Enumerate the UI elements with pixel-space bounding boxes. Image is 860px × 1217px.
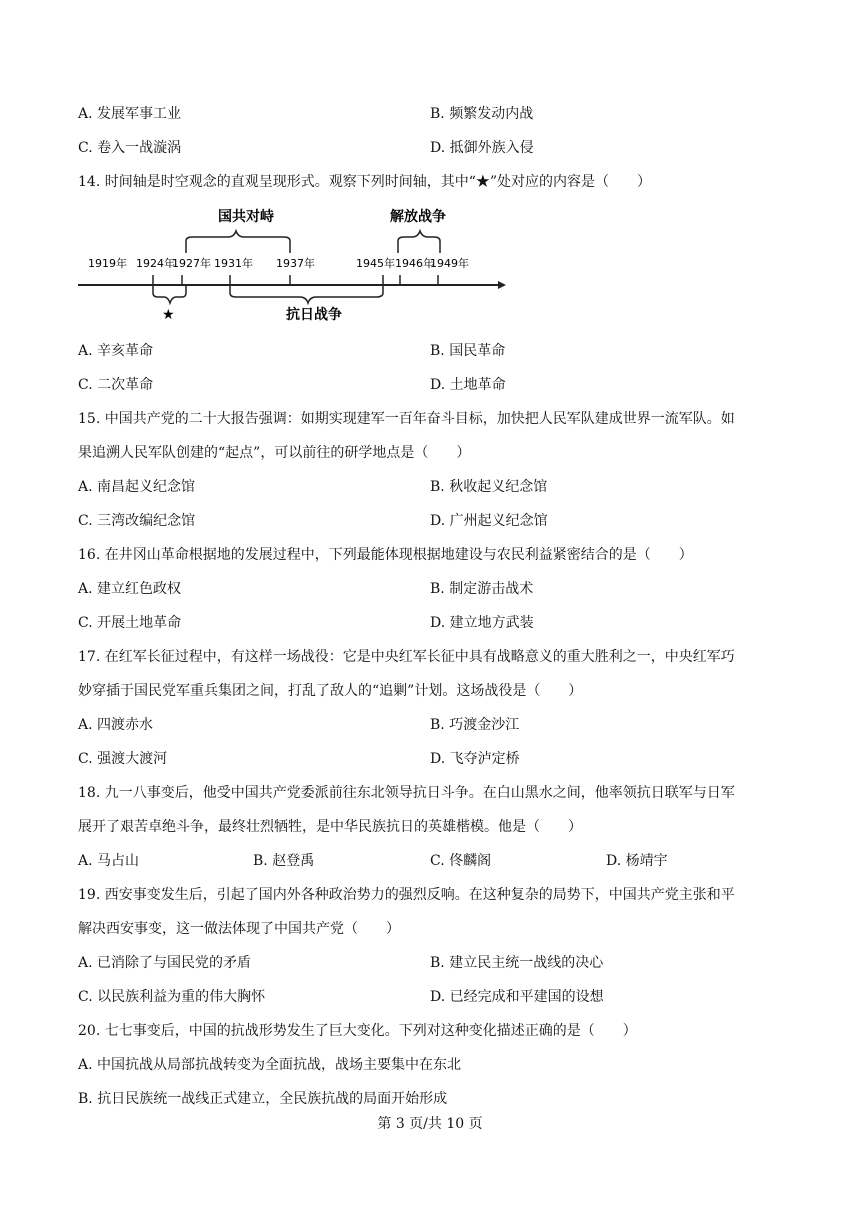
q14-stem: 14. 时间轴是时空观念的直观呈现形式。观察下列时间轴，其中“★”处对应的内容是（ ） <box>78 174 652 190</box>
q15-option-b: B. 秋收起义纪念馆 <box>430 479 548 495</box>
q17-stem-line2: 妙穿插于国民党军重兵集团之间，打乱了敌人的“追剿”计划。这场战役是（ ） <box>78 683 583 699</box>
q18-option-c: C. 佟麟阁 <box>430 853 492 869</box>
year-label: 1949年 <box>430 257 469 270</box>
q13-option-a: A. 发展军事工业 <box>78 106 182 122</box>
q16-option-c: C. 开展土地革命 <box>78 615 182 631</box>
year-label: 1946年 <box>395 257 434 270</box>
year-label: 1927年 <box>172 257 211 270</box>
q20-stem: 20. 七七事变后，中国的抗战形势发生了巨大变化。下列对这种变化描述正确的是（ ） <box>78 1023 637 1039</box>
q15-option-d: D. 广州起义纪念馆 <box>430 513 548 529</box>
q18-option-d: D. 杨靖宇 <box>606 853 668 869</box>
q18-option-b: B. 赵登禹 <box>253 853 315 869</box>
q17-stem-line1: 17. 在红军长征过程中，有这样一场战役：它是中央红军长征中具有战略意义的重大胜利之一，中央红军巧 <box>78 649 735 665</box>
q13-option-d: D. 抵御外族入侵 <box>430 140 534 156</box>
q19-option-d: D. 已经完成和平建国的设想 <box>430 989 604 1005</box>
q19-stem-line2: 解决西安事变，这一做法体现了中国共产党（ ） <box>78 921 400 937</box>
q19-option-b: B. 建立民主统一战线的决心 <box>430 955 604 971</box>
q14-timeline-figure <box>78 205 508 325</box>
bracket-label-top1: 国共对峙 <box>218 209 274 225</box>
q20-option-b: B. 抗日民族统一战线正式建立，全民族抗战的局面开始形成 <box>78 1091 448 1107</box>
q14-option-a: A. 辛亥革命 <box>78 343 154 359</box>
q16-option-b: B. 制定游击战术 <box>430 581 534 597</box>
q17-option-b: B. 巧渡金沙江 <box>430 717 520 733</box>
q14-option-b: B. 国民革命 <box>430 343 506 359</box>
q18-option-a: A. 马占山 <box>78 853 140 869</box>
year-label: 1924年 <box>136 257 175 270</box>
q19-option-a: A. 已消除了与国民党的矛盾 <box>78 955 252 971</box>
q18-stem-line2: 展开了艰苦卓绝斗争，最终壮烈牺牲，是中华民族抗日的英雄楷模。他是（ ） <box>78 819 582 835</box>
q19-stem-line1: 19. 西安事变发生后，引起了国内外各种政治势力的强烈反响。在这种复杂的局势下，中国共产党主张和平 <box>78 887 735 903</box>
q16-stem: 16. 在井冈山革命根据地的发展过程中，下列最能体现根据地建设与农民利益紧密结合的是（ ） <box>78 547 693 563</box>
q13-option-b: B. 频繁发动内战 <box>430 106 534 122</box>
bracket-label-top2: 解放战争 <box>390 209 446 225</box>
q13-option-c: C. 卷入一战漩涡 <box>78 140 182 156</box>
q20-option-a: A. 中国抗战从局部抗战转变为全面抗战，战场主要集中在东北 <box>78 1057 462 1073</box>
q17-option-d: D. 飞夺泸定桥 <box>430 751 520 767</box>
year-label: 1937年 <box>276 257 315 270</box>
year-label: 1919年 <box>88 257 127 270</box>
bracket-label-bottom: 抗日战争 <box>286 307 342 323</box>
q14-option-c: C. 二次革命 <box>78 377 154 393</box>
q17-option-c: C. 强渡大渡河 <box>78 751 168 767</box>
q14-option-d: D. 土地革命 <box>430 377 506 393</box>
q18-stem-line1: 18. 九一八事变后，他受中国共产党委派前往东北领导抗日斗争。在白山黑水之间，他率领抗日联军与日军 <box>78 785 735 801</box>
q15-stem-line1: 15. 中国共产党的二十大报告强调：如期实现建军一百年奋斗目标，加快把人民军队建成世界一流军队。如 <box>78 411 735 427</box>
q15-option-a: A. 南昌起义纪念馆 <box>78 479 196 495</box>
q17-option-a: A. 四渡赤水 <box>78 717 154 733</box>
year-label: 1945年 <box>356 257 395 270</box>
q15-stem-line2: 果追溯人民军队创建的“起点”，可以前往的研学地点是（ ） <box>78 445 471 461</box>
q19-option-c: C. 以民族利益为重的伟大胸怀 <box>78 989 266 1005</box>
star-marker: ★ <box>162 307 175 323</box>
q16-option-a: A. 建立红色政权 <box>78 581 182 597</box>
year-label: 1931年 <box>214 257 253 270</box>
q16-option-d: D. 建立地方武装 <box>430 615 534 631</box>
page-footer: 第 3 页/共 10 页 <box>377 1116 483 1132</box>
q15-option-c: C. 三湾改编纪念馆 <box>78 513 196 529</box>
